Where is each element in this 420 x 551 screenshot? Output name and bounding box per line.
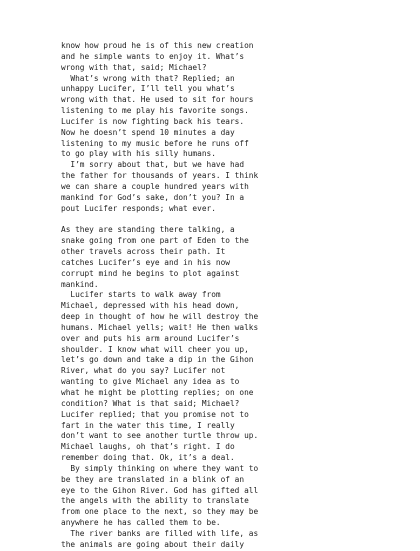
document-body <box>61 41 381 551</box>
paragraph <box>61 41 381 74</box>
text-line: Michael, depressed with his head down, <box>61 301 240 311</box>
text-line: wrong with that, said; Michael? <box>61 62 207 72</box>
text-line: eye to the Gihon River. God has gifted all <box>61 485 259 495</box>
text-line: fart in the water this time, I really <box>61 420 235 430</box>
text-line: let’s go down and take a dip in the Gihon <box>61 355 254 365</box>
text-line: River, what do you say? Lucifer not <box>61 366 226 376</box>
text-line: be they are translated in a blink of an <box>61 474 245 484</box>
text-line: Lucifer replied; that you promise not to <box>61 409 249 419</box>
text-line: remember doing that. Ok, it’s a deal. <box>61 453 235 463</box>
text-line: humans. Michael yells; wait! He then walks <box>61 322 259 332</box>
text-line: other travels across their path. It <box>61 247 226 257</box>
text-line: The river banks are filled with life, as <box>61 528 259 538</box>
text-line: over and puts his arm around Lucifer’s <box>61 333 240 343</box>
paragraph <box>61 529 381 551</box>
text-line: from one place to the next, so they may be <box>61 507 259 517</box>
text-line: mankind for God’s sake, don’t you? In a <box>61 192 245 202</box>
text-line: corrupt mind he begins to plot against <box>61 268 240 278</box>
text-line: listening to my music before he runs off <box>61 138 249 148</box>
text-line: Now he doesn’t spend 10 minutes a day <box>61 127 235 137</box>
paragraph <box>61 225 381 290</box>
text-line: Lucifer starts to walk away from <box>61 290 221 300</box>
text-line: I’m sorry about that, but we have had <box>61 160 245 170</box>
paragraph <box>61 160 381 214</box>
text-line: deep in thought of how he will destroy the <box>61 312 259 322</box>
text-line: listening to me play his favorite songs. <box>61 106 249 116</box>
text-line: Lucifer is now fighting back his tears. <box>61 116 245 126</box>
text-line: condition? What is that said; Michael? <box>61 398 240 408</box>
text-line: know how proud he is of this new creation <box>61 41 254 50</box>
text-line: wrong with that. He used to sit for hours <box>61 95 254 105</box>
text-line: we can share a couple hundred years with <box>61 181 249 191</box>
text-line: wanting to give Michael any idea as to <box>61 377 240 387</box>
text-line: mankind. <box>61 279 99 289</box>
text-line: the father for thousands of years. I think <box>61 171 259 181</box>
text-line: and he simple wants to enjoy it. What’s <box>61 51 245 61</box>
text-line: to go play with his silly humans. <box>61 149 216 159</box>
text-line: snake going from one part of Eden to the <box>61 236 249 246</box>
text-line: the animals are going about their daily <box>61 539 245 549</box>
text-line: Michael laughs, oh that’s right. I do <box>61 442 235 452</box>
text-line: catches Lucifer’s eye and in his now <box>61 257 230 267</box>
text-line: shoulder. I know what will cheer you up, <box>61 344 249 354</box>
paragraph <box>61 74 381 161</box>
paragraph <box>61 464 381 529</box>
text-line: unhappy Lucifer, I’ll tell you what’s <box>61 84 235 94</box>
text-line: By simply thinking on where they want to <box>61 463 259 473</box>
text-line: the angels with the ability to translate <box>61 496 249 506</box>
paragraph <box>61 290 381 464</box>
text-line: don’t want to see another turtle throw up. <box>61 431 259 441</box>
paragraph-spacer <box>61 215 381 226</box>
text-line: anywhere he has called them to be. <box>61 518 221 528</box>
text-line: pout Lucifer responds; what ever. <box>61 203 216 213</box>
text-line: What’s wrong with that? Replied; an <box>61 73 235 83</box>
text-line: As they are standing there talking, a <box>61 225 235 235</box>
text-line: what he might be plotting replies; on one <box>61 388 254 397</box>
